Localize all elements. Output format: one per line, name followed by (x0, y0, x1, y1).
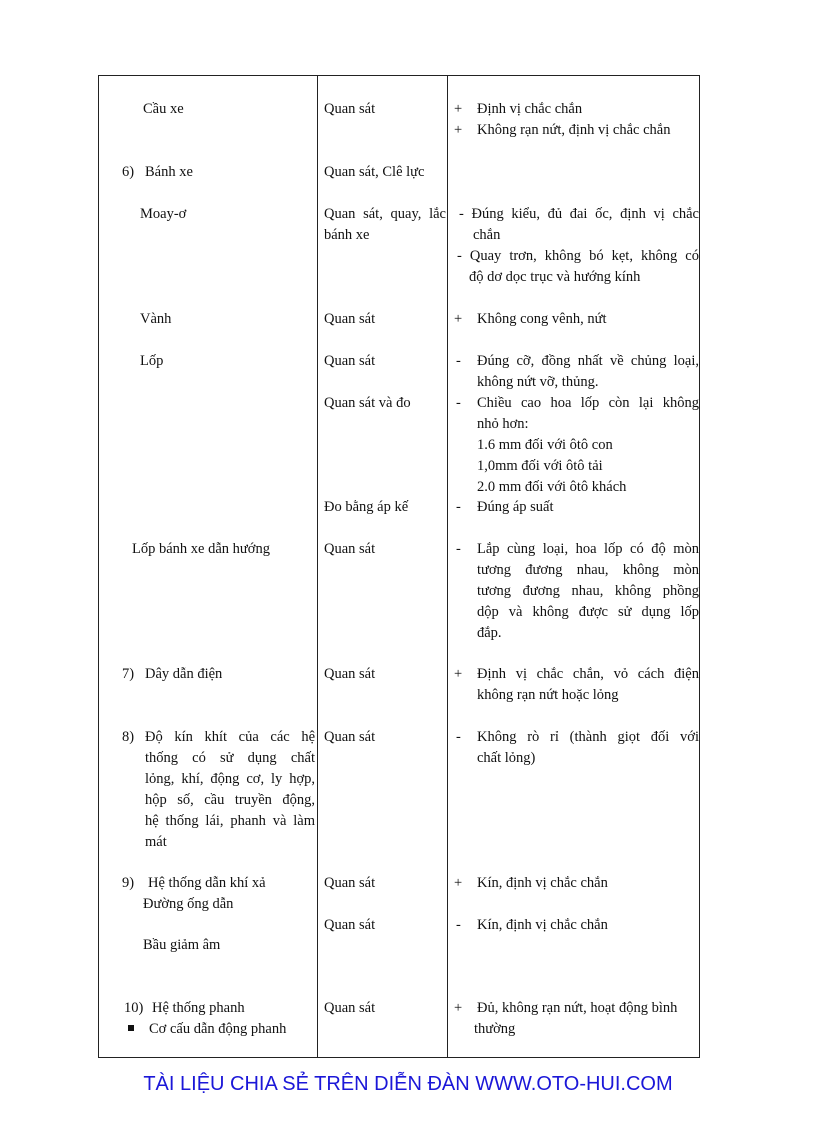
item-number: 8) (122, 729, 135, 745)
square-bullet-icon (128, 1025, 134, 1031)
item-label: Moay-ơ (140, 206, 187, 222)
requirement-text: tương đương nhau, không mòn (477, 562, 699, 578)
requirement-text: dộp và không được sử dụng lốp (477, 604, 699, 620)
item-label: Vành (140, 311, 172, 327)
item-label: Hệ thống phanh (152, 1000, 245, 1016)
item-number: 6) (122, 164, 135, 180)
item-label: Bánh xe (145, 164, 193, 180)
requirement-text: Lắp cùng loại, hoa lốp có độ mòn (477, 541, 699, 557)
requirement-text: 2.0 mm đối với ôtô khách (477, 479, 627, 495)
method-label: Quan sát (324, 1000, 376, 1016)
requirement-text: độ dơ dọc trục và hướng kính (469, 269, 641, 285)
method-label: Quan sát (324, 729, 376, 745)
method-label: Quan sát (324, 875, 376, 891)
requirement-text: nhỏ hơn: (477, 416, 529, 432)
requirement-text: chất lỏng) (477, 750, 536, 766)
requirement-text: - Quay trơn, không bó kẹt, không có (457, 248, 699, 264)
method-label: Quan sát (324, 541, 376, 557)
requirement-text: không rạn nứt hoặc lỏng (477, 687, 619, 703)
sub-item-label: Cơ cấu dẫn động phanh (149, 1021, 287, 1037)
requirement-text: Chiều cao hoa lốp còn lại không (477, 395, 699, 411)
method-label: Quan sát, quay, lắc (324, 206, 446, 222)
item-label: Cầu xe (143, 101, 184, 117)
item-label: hệ thống lái, phanh và làm (145, 813, 315, 829)
requirement-text: Đúng áp suất (477, 499, 554, 515)
method-label: Quan sát (324, 666, 376, 682)
requirement-text: Định vị chắc chắn (477, 101, 583, 117)
bullet: - (456, 395, 461, 411)
requirement-text: tương đương nhau, không phồng (477, 583, 699, 599)
item-number: 9) (122, 875, 135, 891)
item-label: hộp số, cầu truyền động, (145, 792, 315, 808)
method-label: Quan sát (324, 311, 376, 327)
bullet: + (454, 311, 463, 327)
method-label: bánh xe (324, 227, 370, 243)
bullet: - (456, 729, 461, 745)
bullet: - (456, 499, 461, 515)
requirement-text: Đủ, không rạn nứt, hoạt động bình (477, 1000, 678, 1016)
requirement-text: Kín, định vị chắc chắn (477, 917, 608, 933)
item-label: Dây dẫn điện (145, 666, 223, 682)
requirement-text: Đúng cỡ, đồng nhất về chủng loại, (477, 353, 699, 369)
requirement-text: 1,0mm đối với ôtô tải (477, 458, 603, 474)
requirement-text: - Đúng kiểu, đủ đai ốc, định vị chắc (459, 206, 699, 222)
requirement-text: thường (474, 1021, 516, 1037)
bullet: - (456, 353, 461, 369)
item-number: 7) (122, 666, 135, 682)
footer-banner: TÀI LIỆU CHIA SẺ TRÊN DIỄN ĐÀN WWW.OTO-HUI.COM (143, 1073, 673, 1095)
item-label: Hệ thống dẫn khí xả (148, 875, 266, 891)
requirement-text: không nứt vỡ, thủng. (477, 374, 599, 390)
bullet: + (454, 666, 463, 682)
requirement-text: Kín, định vị chắc chắn (477, 875, 608, 891)
item-label: thống có sử dụng chất (145, 750, 315, 766)
requirement-text: 1.6 mm đối với ôtô con (477, 437, 613, 453)
method-label: Quan sát và đo (324, 395, 411, 411)
requirement-text: Định vị chắc chắn, vỏ cách điện (477, 666, 699, 682)
bullet: + (454, 1000, 463, 1016)
bullet: + (454, 875, 463, 891)
item-label: Bầu giảm âm (143, 937, 221, 953)
method-label: Quan sát (324, 917, 376, 933)
item-label: Lốp (140, 353, 164, 369)
bullet: - (456, 917, 461, 933)
item-label: Lốp bánh xe dẫn hướng (132, 541, 270, 557)
item-label: Độ kín khít của các hệ (145, 729, 315, 745)
sub-item-label: Đường ống dẫn (143, 896, 234, 912)
method-label: Đo bằng áp kế (324, 499, 409, 515)
bullet: + (454, 101, 463, 117)
column-divider-1 (317, 75, 318, 1058)
method-label: Quan sát (324, 353, 376, 369)
requirement-text: Không cong vênh, nứt (477, 311, 607, 327)
column-divider-2 (447, 75, 448, 1058)
item-label: lỏng, khí, động cơ, ly hợp, (145, 771, 315, 787)
bullet: + (454, 122, 463, 138)
method-label: Quan sát (324, 101, 376, 117)
method-label: Quan sát, Clê lực (324, 164, 425, 180)
requirement-text: Không rạn nứt, định vị chắc chắn (477, 122, 671, 138)
item-number: 10) (124, 1000, 144, 1016)
item-label: mát (145, 834, 167, 850)
requirement-text: Không rò rỉ (thành giọt đối với (477, 729, 699, 745)
requirement-text: chắn (473, 227, 501, 243)
requirement-text: đắp. (477, 625, 502, 641)
bullet: - (456, 541, 461, 557)
